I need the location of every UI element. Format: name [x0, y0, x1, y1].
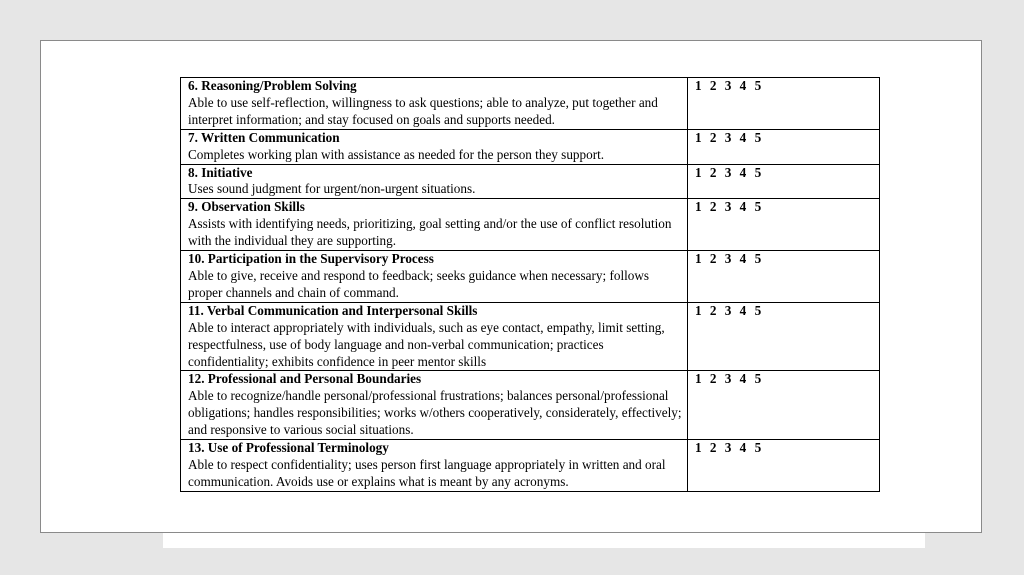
- criterion-cell: [181, 164, 688, 199]
- table-row: [181, 440, 880, 492]
- rubric-table: [180, 77, 880, 492]
- rating-cell: [688, 371, 880, 440]
- rating-cell: [688, 129, 880, 164]
- table-row: [181, 199, 880, 251]
- rating-scale: 1 2 3 4 5: [695, 164, 762, 180]
- criterion-description: Uses sound judgment for urgent/non-urgent situations.: [188, 181, 476, 197]
- criterion-title: 6. Reasoning/Problem Solving: [188, 78, 357, 93]
- table-row: [181, 164, 880, 199]
- table-row: [181, 371, 880, 440]
- criterion-description: Able to recognize/handle personal/professional frustrations; balances personal/professional obligations; handles responsibilities; works w/others cooperatively, considerately, effectively; and responsive to various social situations.: [188, 388, 682, 438]
- table-row: [181, 251, 880, 303]
- criterion-cell: [181, 371, 688, 440]
- criterion-title: 10. Participation in the Supervisory Process: [188, 251, 434, 267]
- rating-scale: 1 2 3 4 5: [695, 78, 762, 93]
- rating-cell: [688, 302, 880, 371]
- rating-cell: [688, 251, 880, 303]
- criterion-cell: [181, 440, 688, 492]
- criterion-description: Able to respect confidentiality; uses person first language appropriately in written and oral communication. Avoids use or explains what is meant by any acronyms.: [188, 456, 666, 489]
- rating-scale: 1 2 3 4 5: [695, 251, 762, 267]
- rating-scale: 1 2 3 4 5: [695, 199, 762, 215]
- rating-scale: 1 2 3 4 5: [695, 440, 762, 456]
- table-row: [181, 78, 880, 130]
- criterion-description: Able to interact appropriately with individuals, such as eye contact, empathy, limit setting, respectfulness, use of body language and non-verbal communication; practices confidentiality; exhibits confidence in peer mentor skills: [188, 319, 665, 369]
- criterion-title: 13. Use of Professional Terminology: [188, 440, 389, 456]
- criterion-title: 8. Initiative: [188, 164, 253, 180]
- criterion-cell: [181, 302, 688, 371]
- criterion-description: Able to use self-reflection, willingness to ask questions; able to analyze, put together and interpret information; and stay focused on goals and supports needed.: [188, 94, 658, 127]
- criterion-description: Completes working plan with assistance as needed for the person they support.: [188, 146, 605, 162]
- criterion-cell: [181, 78, 688, 130]
- table-row: [181, 302, 880, 371]
- criterion-description: Assists with identifying needs, prioritizing, goal setting and/or the use of conflict resolution with the individual they are supporting.: [188, 216, 672, 249]
- rating-cell: [688, 199, 880, 251]
- rating-cell: [688, 78, 880, 130]
- table-row: [181, 129, 880, 164]
- criterion-title: 7. Written Communication: [188, 129, 340, 145]
- criterion-description: Able to give, receive and respond to feedback; seeks guidance when necessary; follows proper channels and chain of command.: [188, 267, 650, 300]
- rating-scale: 1 2 3 4 5: [695, 129, 762, 145]
- criterion-cell: [181, 251, 688, 303]
- criterion-title: 11. Verbal Communication and Interpersonal Skills: [188, 302, 478, 318]
- criterion-title: 9. Observation Skills: [188, 199, 305, 215]
- criterion-cell: [181, 199, 688, 251]
- rating-scale: 1 2 3 4 5: [695, 371, 762, 387]
- rating-scale: 1 2 3 4 5: [695, 302, 762, 318]
- rating-cell: [688, 164, 880, 199]
- rating-cell: [688, 440, 880, 492]
- criterion-cell: [181, 129, 688, 164]
- slide-shadow-strip: [163, 533, 925, 548]
- criterion-title: 12. Professional and Personal Boundaries: [188, 371, 422, 387]
